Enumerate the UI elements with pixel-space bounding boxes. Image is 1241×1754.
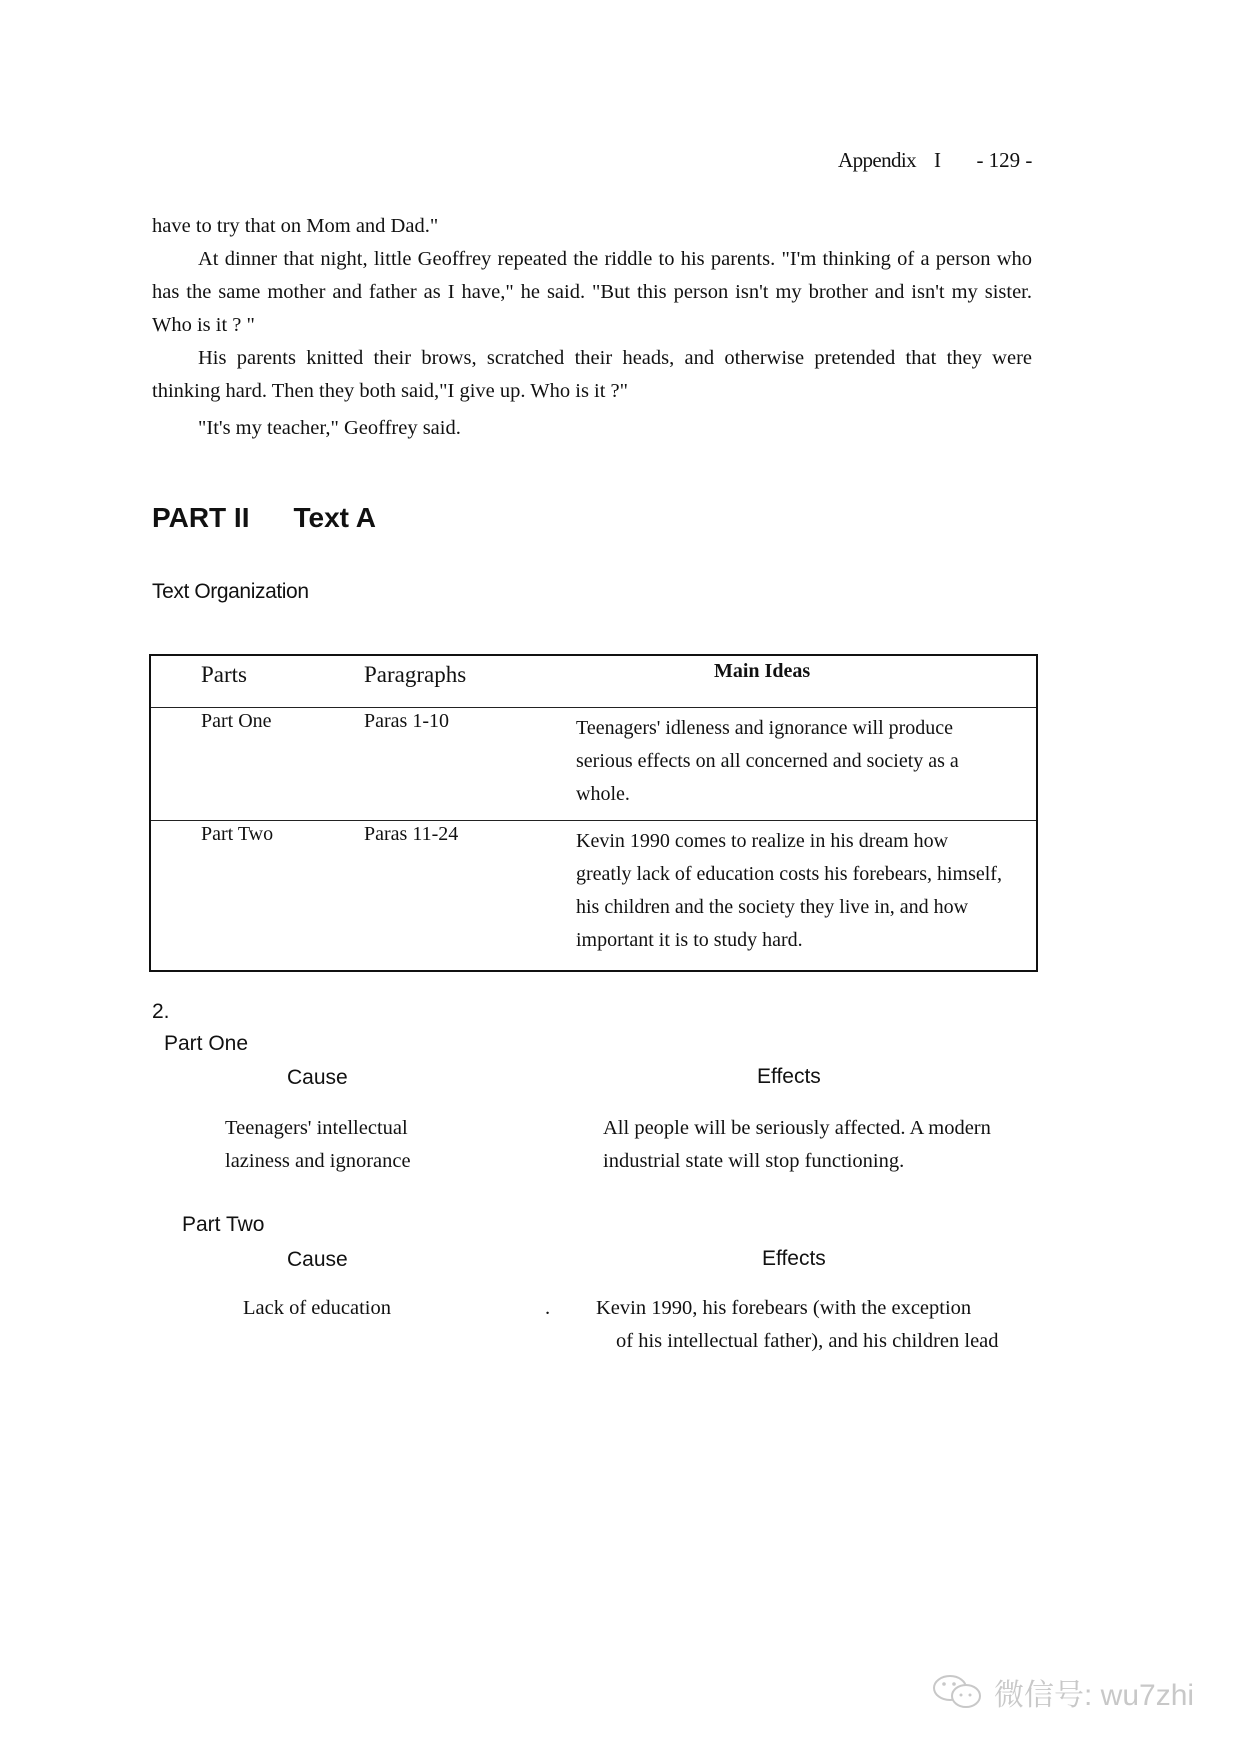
table-row (151, 820, 1036, 971)
cell-part: Part One (201, 710, 272, 732)
running-head (838, 148, 1032, 173)
appendix-numeral: I (934, 148, 941, 172)
section-number: 2. (152, 1000, 170, 1023)
table-header-row (151, 656, 1036, 708)
story-paragraph: "It's my teacher," Geoffrey said. (198, 417, 461, 439)
part-one-effects-label: Effects (757, 1065, 821, 1088)
part-two-cause-label: Cause (287, 1248, 348, 1271)
header-paragraphs: Paragraphs (364, 662, 467, 687)
part-one-effects-text: All people will be seriously affected. A modern industrial state will stop functioning. (603, 1117, 991, 1172)
part-two-cause-text: Lack of education (243, 1297, 391, 1319)
wechat-icon (930, 1672, 986, 1712)
part-one-cause-text: Teenagers' intellectual laziness and ignorance (225, 1117, 411, 1172)
watermark (930, 1670, 1194, 1714)
cell-paragraphs: Paras 1-10 (364, 710, 449, 732)
section-subheading: Text Organization (152, 580, 309, 603)
part-two-title: Part Two (182, 1213, 265, 1236)
part-one-cause-label: Cause (287, 1066, 348, 1089)
story-paragraph: At dinner that night, little Geoffrey repeated the riddle to his parents. "I'm thinking of a person who has the same mother and father as I have," he said. "But this person isn't my brother and isn't my sister. Who is it ? " (152, 248, 1032, 336)
appendix-label: Appendix (838, 148, 917, 172)
text-label: Text A (293, 502, 376, 533)
part-two-effects-text: Kevin 1990, his forebears (with the exception of his intellectual father), and his children lead (596, 1297, 999, 1352)
header-main-ideas: Main Ideas (714, 660, 811, 682)
part-one-title: Part One (164, 1032, 249, 1055)
cell-paragraphs: Paras 11-24 (364, 823, 459, 845)
part-heading (152, 502, 376, 534)
page-number: - 129 - (976, 148, 1033, 172)
cell-part: Part Two (201, 823, 274, 845)
cell-main-idea: Teenagers' idleness and ignorance will produce serious effects on all concerned and society as a whole. (576, 717, 959, 805)
story-paragraph: His parents knitted their brows, scratched their heads, and otherwise pretended that they were thinking hard. Then they both said,"I give up. Who is it ?" (152, 347, 1032, 402)
story-paragraph: have to try that on Mom and Dad." (152, 215, 439, 237)
story-text (152, 210, 1032, 445)
watermark-text: 微信号: wu7zhi (994, 1679, 1195, 1712)
table-row (151, 707, 1036, 821)
header-parts: Parts (201, 662, 247, 687)
part-two-effects-label: Effects (762, 1247, 826, 1270)
stray-mark: . (545, 1297, 551, 1319)
text-organization-table (149, 654, 1038, 972)
cell-main-idea: Kevin 1990 comes to realize in his dream how greatly lack of education costs his forebears, himself, his children and the society they live in, and how important it is to study hard. (576, 830, 1002, 951)
part-number: PART II (152, 502, 250, 533)
